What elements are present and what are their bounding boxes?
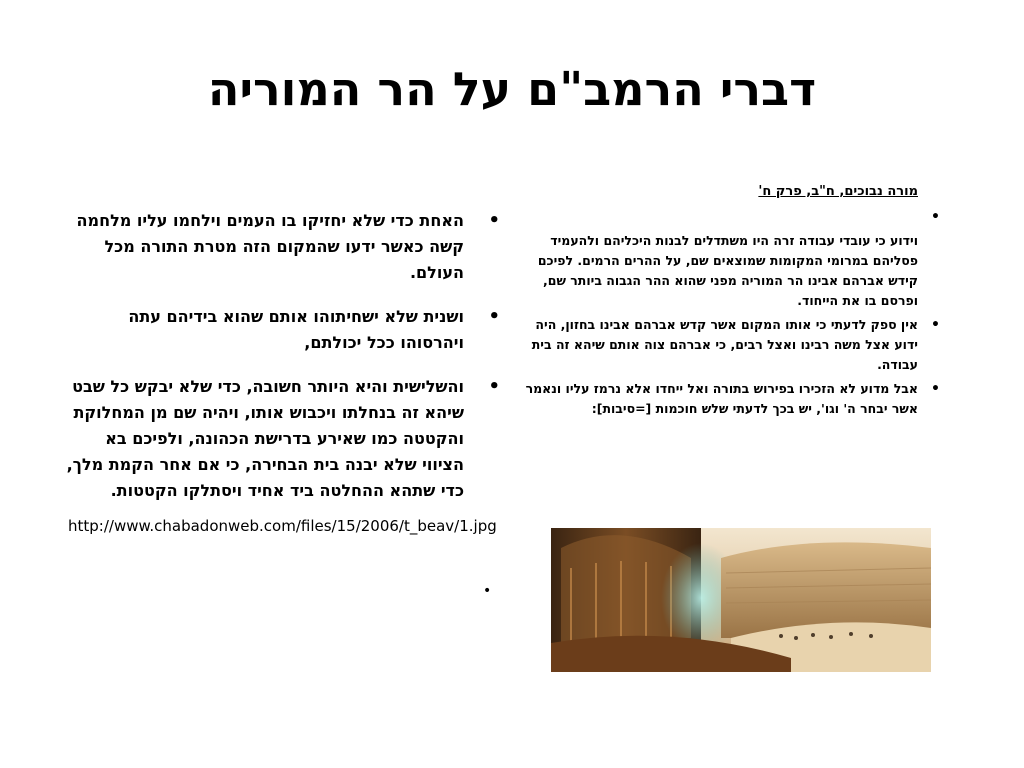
slide-title: דברי הרמב"ם על הר המוריה <box>207 62 817 116</box>
reasons-list <box>60 208 500 536</box>
bullet-icon: • <box>483 583 492 599</box>
bullet-icon: • <box>488 306 500 327</box>
bullet-icon: • <box>488 376 500 397</box>
list-item <box>60 208 500 286</box>
quote-column <box>520 184 940 423</box>
list-item-text: ושנית שלא ישחיתוהו אותם שהוא בידיהם עתה ויהרסוהו ככל יכולתם, <box>128 307 464 352</box>
bullet-icon: • <box>931 209 940 225</box>
list-item-text: והשלישית והיא היותר חשובה, כדי שלא יבקש כל שבט שיהא זה בנחלתו ויכבוש אותו, ויהיה שם מן המחלוקת והקטטה כמו שאירע בדרישת הכהונה, ולפיכם בא הציווי שלא יבנה בית הבחירה, כי אם אחר הקמת מלך, כדי שתהא ההחלטה ביד אחיד ויסתלקו הקטטות. <box>66 377 464 500</box>
list-item <box>520 315 940 375</box>
list-item-text: וידוע כי עובדי עבודה זרה היו משתדלים לבנות היכליהם ולהעמיד פסליהם במרומי המקומות שמוצאים שם, על ההרים הרמים. לפיכם קידש אברהם אבינו הר המוריה מפני שהוא ההר הגבוה ביותר שם, ופרסם בו את הייחוד. <box>537 233 918 308</box>
western-wall-photo <box>551 528 931 672</box>
photo-graphic <box>551 528 931 672</box>
source-citation: מורה נבוכים, ח"ב, פרק ח' <box>758 184 918 199</box>
bullet-icon: • <box>488 210 500 231</box>
list-item-text: האחת כדי שלא יחזיקו בו העמים וילחמו עליו מלחמה קשה כאשר ידעו שהמקום הזה מטרת התורה מכל העולם. <box>76 211 464 282</box>
list-item <box>520 231 940 311</box>
list-item <box>520 379 940 419</box>
list-item <box>60 516 500 536</box>
reasons-column <box>60 208 500 554</box>
bullet-icon: • <box>931 317 940 333</box>
quote-list <box>520 207 940 419</box>
list-item-text: אין ספק לדעתי כי אותו המקום אשר קדש אברהם אבינו בחזון, היה ידוע אצל משה רבינו ואצל רבים, כי אברהם צוה אותם שיהא זה בית עבודה. <box>531 317 918 372</box>
image-source-url: http://www.chabadonweb.com/files/15/2006/t_beav/1.jpg <box>68 517 497 535</box>
list-item-text: אבל מדוע לא הזכירו בפירוש בתורה ואל ייחדו אלא נרמז עליו ונאמר אשר יבחר ה' וגו', יש בכך לדעתי שלש חוכמות [=סיבות]: <box>525 381 918 416</box>
bullet-icon: • <box>931 381 940 397</box>
list-item <box>60 304 500 356</box>
list-item <box>520 207 940 227</box>
list-item <box>60 374 500 504</box>
